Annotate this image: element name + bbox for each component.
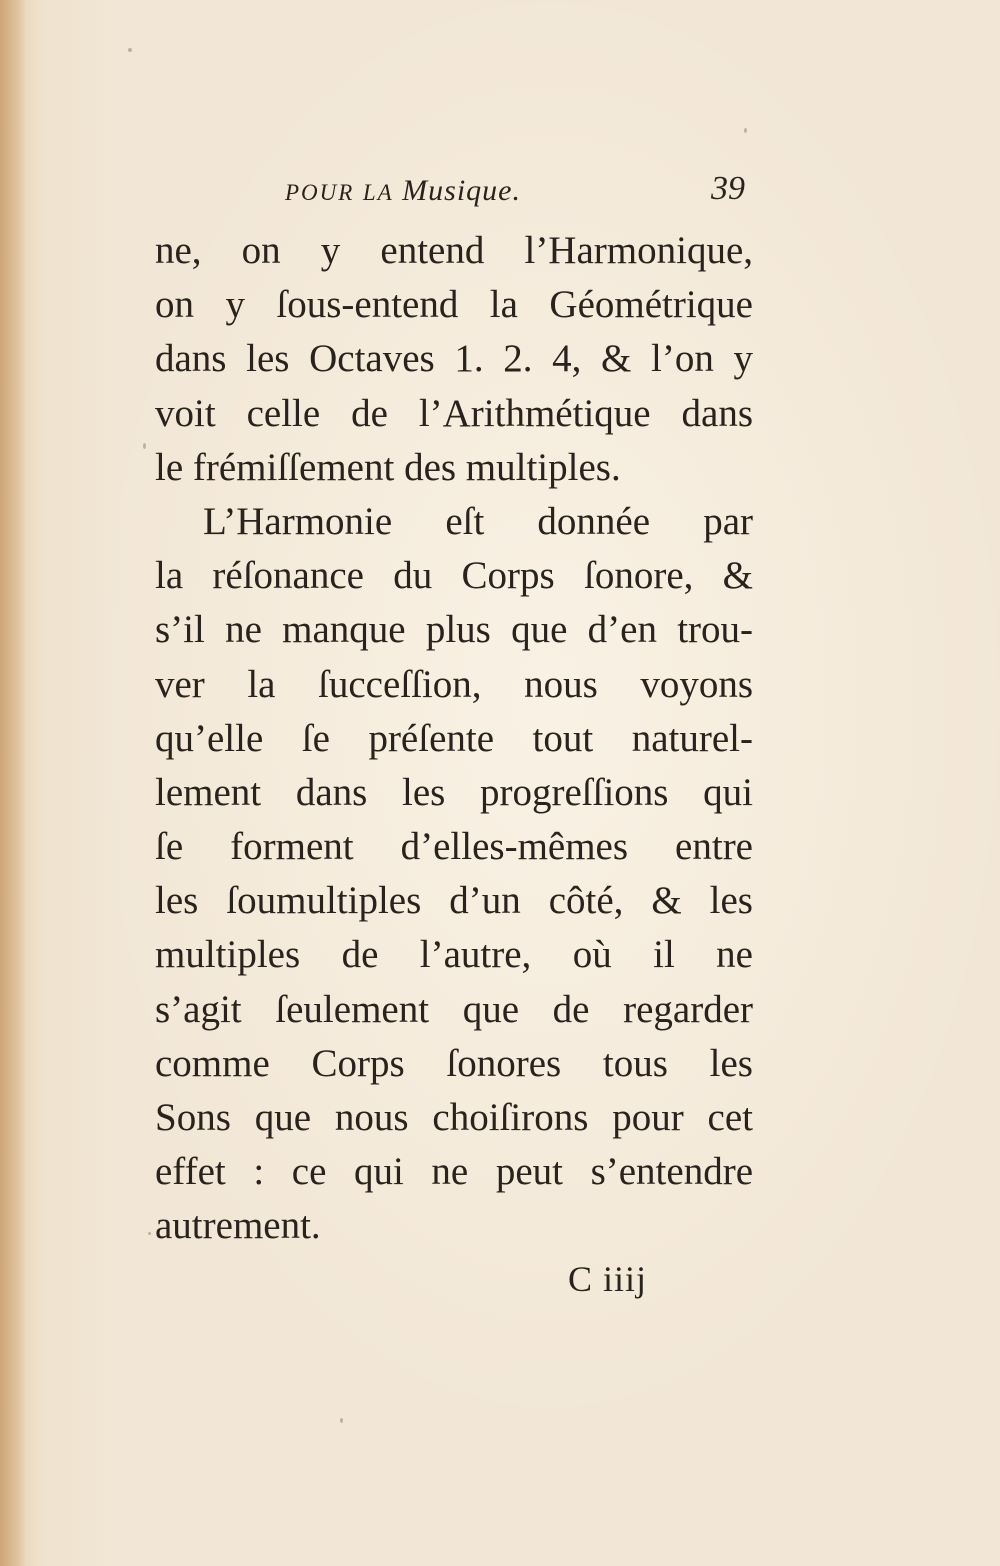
running-head-pour: POUR [285, 180, 355, 205]
running-head-musique: Musique. [402, 174, 521, 207]
paper-speck [744, 128, 747, 133]
text-line: le frémiſſement des multiples. [155, 445, 621, 489]
text-line: Sons que nous choiſirons pour cet [155, 1096, 753, 1139]
text-line: ſe forment d’elles-mêmes entre [155, 825, 753, 869]
paper-speck [128, 48, 132, 52]
text-line: qu’elle ſe préſente tout naturel- [155, 716, 753, 760]
running-head [285, 174, 521, 208]
paper-speck [143, 443, 146, 449]
text-line: multiples de l’autre, où il ne [155, 933, 753, 977]
text-line: s’il ne manque plus que d’en trou- [155, 608, 753, 652]
text-line: lement dans les progreſſions qui [155, 770, 753, 814]
text-line: voit celle de l’Arithmétique dans [155, 391, 753, 435]
text-line: ver la ſucceſſion, nous voyons [155, 662, 753, 706]
text-line: les ſoumultiples d’un côté, & les [155, 879, 753, 923]
paragraph-start-line: L’Harmonie eſt donnée par [203, 499, 753, 543]
running-head-la: LA [362, 180, 394, 205]
page-gutter-shadow [0, 0, 26, 1566]
text-line: on y ſous-entend la Géométrique [155, 283, 753, 327]
page-number: 39 [711, 170, 745, 207]
paper-speck [148, 1232, 151, 1235]
text-line: dans les Octaves 1. 2. 4, & l’on y [155, 337, 753, 381]
paper-speck [340, 1418, 343, 1423]
text-line: la réſonance du Corps ſonore, & [155, 554, 753, 598]
signature-mark: C iiij [568, 1259, 648, 1299]
text-line: effet : ce qui ne peut s’entendre [155, 1150, 753, 1194]
text-line: ne, on y entend l’Harmonique, [155, 229, 753, 272]
body-text [155, 224, 753, 1254]
text-line: s’agit ſeulement que de regarder [155, 987, 753, 1031]
page-header [285, 168, 745, 218]
text-line: autrement. [155, 1204, 321, 1248]
text-line: comme Corps ſonores tous les [155, 1041, 753, 1085]
